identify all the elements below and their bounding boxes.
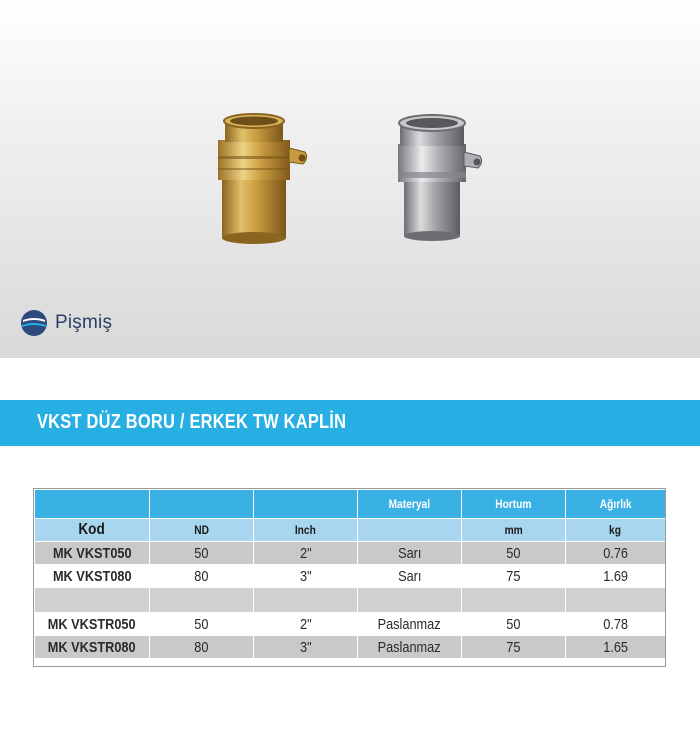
header-mm: mm — [462, 519, 566, 542]
header-kg: kg — [566, 519, 666, 542]
header-kod: Kod — [35, 519, 150, 542]
header-cell — [35, 490, 150, 519]
row-nd: 50 — [150, 613, 254, 636]
row-inch: 3" — [254, 636, 358, 659]
row-kod: MK VKSTR050 — [35, 613, 150, 636]
header-materyal: Materyal — [358, 490, 462, 519]
header-cell — [150, 490, 254, 519]
row-hortum: 50 — [462, 542, 566, 565]
table-row — [35, 542, 666, 565]
header-inch: Inch — [254, 519, 358, 542]
row-inch: 2" — [254, 542, 358, 565]
spec-table — [34, 489, 666, 659]
header-cell — [254, 490, 358, 519]
header-cell — [358, 519, 462, 542]
pismis-logo-icon — [20, 309, 48, 337]
row-materyal: Paslanmaz — [358, 636, 462, 659]
separator-cell — [462, 588, 566, 613]
table-row — [35, 613, 666, 636]
row-materyal: Sarı — [358, 565, 462, 588]
header-nd: ND — [150, 519, 254, 542]
product-hero — [0, 0, 700, 358]
brand-logo — [20, 309, 112, 337]
row-kod: MK VKSTR080 — [35, 636, 150, 659]
header-agirlik: Ağırlık — [566, 490, 666, 519]
row-materyal: Sarı — [358, 542, 462, 565]
separator-cell — [254, 588, 358, 613]
brass-coupling-image — [205, 112, 317, 246]
separator-cell — [566, 588, 666, 613]
row-hortum: 75 — [462, 636, 566, 659]
header-row-sub — [35, 519, 666, 542]
brand-name: Pişmiş — [55, 312, 113, 333]
row-agirlik: 1.69 — [566, 565, 666, 588]
separator-cell — [35, 588, 150, 613]
row-nd: 80 — [150, 565, 254, 588]
row-inch: 3" — [254, 565, 358, 588]
row-nd: 50 — [150, 542, 254, 565]
row-nd: 80 — [150, 636, 254, 659]
row-agirlik: 0.76 — [566, 542, 666, 565]
row-inch: 2" — [254, 613, 358, 636]
row-agirlik: 0.78 — [566, 613, 666, 636]
row-materyal: Paslanmaz — [358, 613, 462, 636]
row-hortum: 75 — [462, 565, 566, 588]
row-agirlik: 1.65 — [566, 636, 666, 659]
row-kod: MK VKST050 — [35, 542, 150, 565]
separator-cell — [150, 588, 254, 613]
row-hortum: 50 — [462, 613, 566, 636]
separator-row — [35, 588, 666, 613]
header-hortum: Hortum — [462, 490, 566, 519]
row-kod: MK VKST080 — [35, 565, 150, 588]
table-row — [35, 565, 666, 588]
stainless-coupling-image — [384, 114, 492, 244]
header-row-top — [35, 490, 666, 519]
section-title: VKST DÜZ BORU / ERKEK TW KAPLİN — [37, 411, 347, 433]
table-row — [35, 636, 666, 659]
section-title-band — [0, 400, 700, 446]
separator-cell — [358, 588, 462, 613]
